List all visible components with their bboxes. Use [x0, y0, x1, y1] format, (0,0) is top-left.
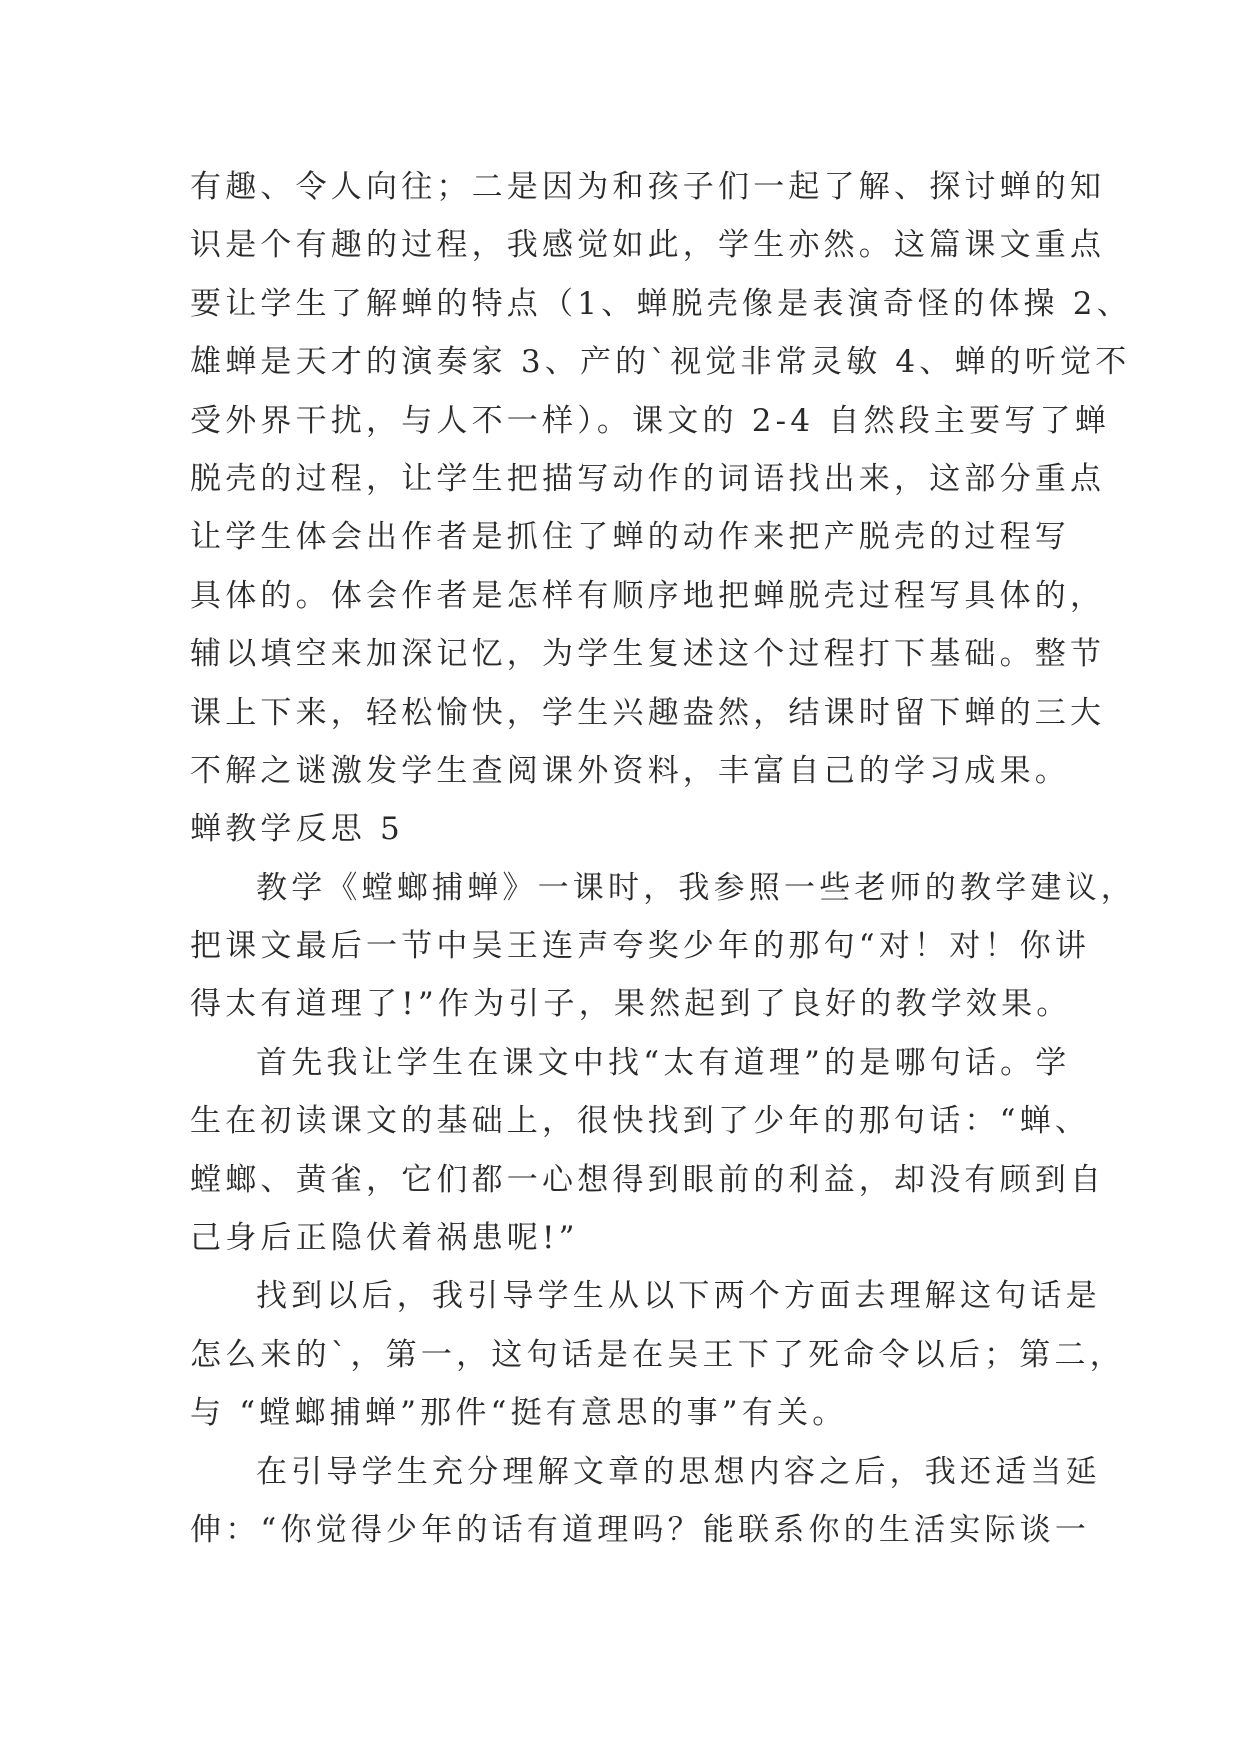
text-line: 找到以后，我引导学生从以下两个方面去理解这句话是 — [256, 1278, 1101, 1315]
document-body — [190, 158, 1136, 1559]
section-heading: 蝉教学反思 5 — [190, 811, 404, 848]
text-line: 不解之谜激发学生查阅课外资料，丰富自己的学习成果。 — [190, 752, 1070, 789]
text-line: 雄蝉是天才的演奏家 3、产的`视觉非常灵敏 4、蝉的听觉不 — [190, 344, 1131, 381]
text-line: 在引导学生充分理解文章的思想内容之后，我还适当延 — [256, 1453, 1101, 1490]
text-line: 把课文最后一节中吴王连声夸奖少年的那句“对！对！你讲 — [190, 928, 1091, 965]
text-line: 伸：“你觉得少年的话有道理吗？能联系你的生活实际谈一 — [190, 1511, 1091, 1548]
text-line: 螳螂、黄雀，它们都一心想得到眼前的利益，却没有顾到自 — [190, 1161, 1106, 1198]
text-line: 怎么来的`，第一，这句话是在吴王下了死命令以后；第二， — [190, 1336, 1125, 1373]
text-line: 识是个有趣的过程，我感觉如此，学生亦然。这篇课文重点 — [190, 227, 1106, 264]
text-line: 辅以填空来加深记忆，为学生复述这个过程打下基础。整节 — [190, 636, 1106, 673]
text-line: 要让学生了解蝉的特点（1、蝉脱壳像是表演奇怪的体操 2、 — [190, 285, 1132, 322]
text-line: 得太有道理了!”作为引子，果然起到了良好的教学效果。 — [190, 986, 1072, 1023]
text-line: 受外界干扰，与人不一样）。课文的 2-4 自然段主要写了蝉 — [190, 402, 1110, 439]
text-line: 课上下来，轻松愉快，学生兴趣盎然，结课时留下蝉的三大 — [190, 694, 1106, 731]
text-line: 脱壳的过程，让学生把描写动作的词语找出来，这部分重点 — [190, 460, 1106, 497]
text-line: 有趣、令人向往；二是因为和孩子们一起了解、探讨蝉的知 — [190, 169, 1106, 205]
text-line: 教学《螳螂捕蝉》一课时，我参照一些老师的教学建议， — [256, 869, 1136, 906]
text-line: 与 “螳螂捕蝉”那件“挺有意思的事”有关。 — [190, 1395, 848, 1432]
text-line: 己身后正隐伏着祸患呢!” — [190, 1220, 579, 1257]
text-line: 首先我让学生在课文中找“太有道理”的是哪句话。学 — [256, 1044, 1071, 1081]
text-line: 让学生体会出作者是抓住了蝉的动作来把产脱壳的过程写 — [190, 519, 1070, 556]
text-line: 生在初读课文的基础上，很快找到了少年的那句话：“蝉、 — [190, 1103, 1091, 1140]
text-line: 具体的。体会作者是怎样有顺序地把蝉脱壳过程写具体的， — [190, 577, 1106, 614]
